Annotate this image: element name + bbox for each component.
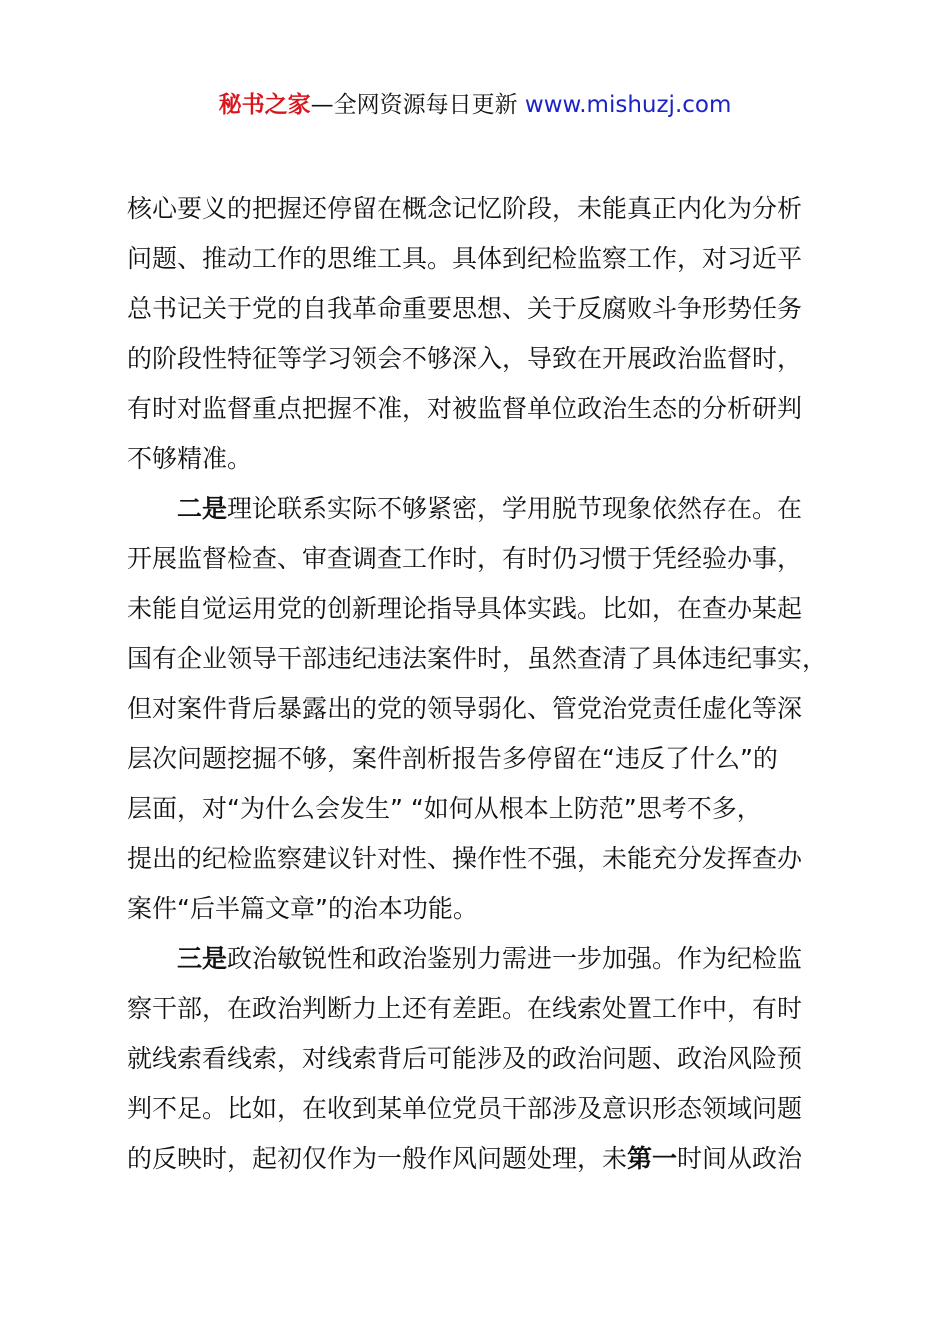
text-line: 案件“后半篇文章”的治本功能。 bbox=[127, 894, 478, 923]
paragraph-lead: 二是 bbox=[177, 494, 228, 523]
text-line: 不够精准。 bbox=[127, 444, 253, 473]
paragraph-two-first-line: 二是理论联系实际不够紧密，学用脱节现象依然存在。在 bbox=[177, 494, 803, 523]
document-body bbox=[127, 184, 837, 1184]
page-header bbox=[0, 88, 950, 122]
text-line: 开展监督检查、审查调查工作时，有时仍习惯于凭经验办事， bbox=[127, 544, 803, 573]
text-line: 层面，对“为什么会发生” “如何从根本上防范”思考不多， bbox=[127, 794, 762, 823]
text-line: 未能自觉运用党的创新理论指导具体实践。比如，在查办某起 bbox=[127, 594, 803, 623]
paragraph-three-first-line: 三是政治敏锐性和政治鉴别力需进一步加强。作为纪检监 bbox=[177, 944, 803, 973]
text-line: 的阶段性特征等学习领会不够深入，导致在开展政治监督时， bbox=[127, 344, 803, 373]
text-line: 察干部，在政治判断力上还有差距。在线索处置工作中，有时 bbox=[127, 994, 803, 1023]
text-line: 问题、推动工作的思维工具。具体到纪检监察工作，对习近平 bbox=[127, 244, 803, 273]
paragraph-lead: 三是 bbox=[177, 944, 228, 973]
header-url-link[interactable]: www.mishuzj.com bbox=[524, 92, 732, 118]
text-line: 层次问题挖掘不够，案件剖析报告多停留在“违反了什么”的 bbox=[127, 744, 778, 773]
header-tagline: —全网资源每日更新 bbox=[310, 92, 525, 118]
text-line: 国有企业领导干部违纪违法案件时，虽然查清了具体违纪事实， bbox=[127, 644, 828, 673]
text-line: 核心要义的把握还停留在概念记忆阶段，未能真正内化为分析 bbox=[127, 194, 803, 223]
header-brand: 秘书之家 bbox=[218, 92, 311, 118]
emphasis-text: 第一 bbox=[627, 1144, 678, 1173]
text-line: 有时对监督重点把握不准，对被监督单位政治生态的分析研判 bbox=[127, 394, 803, 423]
text-line: 提出的纪检监察建议针对性、操作性不强，未能充分发挥查办 bbox=[127, 844, 803, 873]
text-line: 但对案件背后暴露出的党的领导弱化、管党治党责任虚化等深 bbox=[127, 694, 803, 723]
text-line: 总书记关于党的自我革命重要思想、关于反腐败斗争形势任务 bbox=[127, 294, 803, 323]
text-line: 就线索看线索，对线索背后可能涉及的政治问题、政治风险预 bbox=[127, 1044, 803, 1073]
text-line: 的反映时，起初仅作为一般作风问题处理，未第一时间从政治 bbox=[127, 1144, 803, 1173]
text-line: 判不足。比如，在收到某单位党员干部涉及意识形态领域问题 bbox=[127, 1094, 803, 1123]
